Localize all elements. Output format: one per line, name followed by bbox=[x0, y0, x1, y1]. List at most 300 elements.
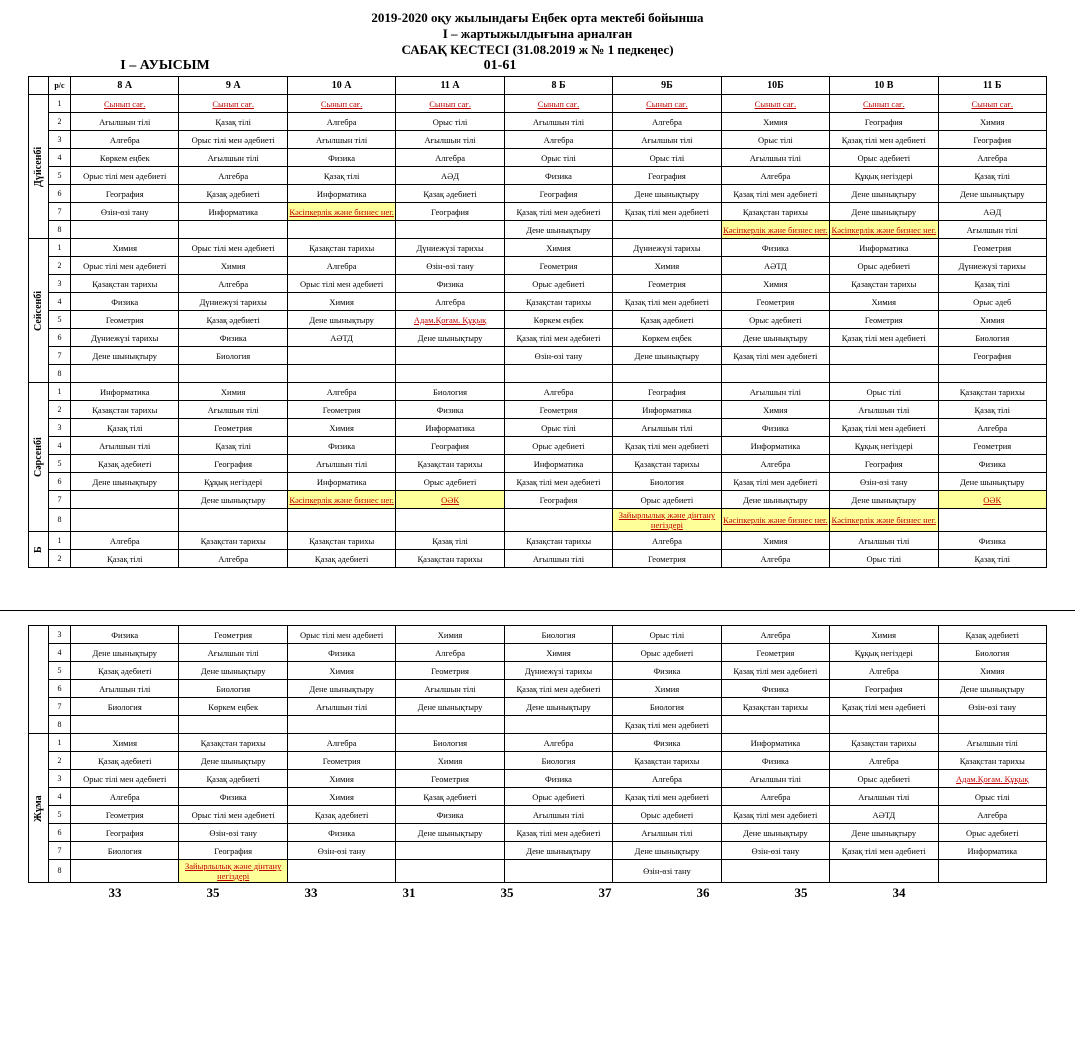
lesson-cell: Орыс әдебиеті bbox=[830, 149, 938, 167]
lesson-cell bbox=[830, 860, 938, 883]
lesson-cell: Физика bbox=[613, 662, 721, 680]
lesson-cell: Биология bbox=[613, 698, 721, 716]
lesson-cell: Көркем еңбек bbox=[179, 698, 287, 716]
lesson-cell: Биология bbox=[179, 347, 287, 365]
table-row bbox=[29, 257, 1047, 275]
lesson-cell: Химия bbox=[396, 752, 504, 770]
lesson-cell: Дене шынықтыру bbox=[396, 329, 504, 347]
lesson-cell: Алгебра bbox=[830, 662, 938, 680]
lesson-cell: Қазақ тілі bbox=[938, 167, 1046, 185]
lesson-cell: Физика bbox=[396, 401, 504, 419]
lesson-cell: Геометрия bbox=[396, 662, 504, 680]
lesson-cell: Қазақ тілі bbox=[71, 550, 179, 568]
lesson-cell: Қазақ әдебиеті bbox=[179, 770, 287, 788]
lesson-cell: Геометрия bbox=[287, 752, 395, 770]
lesson-cell bbox=[721, 716, 829, 734]
table-row bbox=[29, 626, 1047, 644]
lesson-cell: Ағылшын тілі bbox=[613, 419, 721, 437]
lesson-cell: Қазақ тілі мен әдебиеті bbox=[504, 473, 612, 491]
lesson-cell: Дене шынықтыру bbox=[830, 185, 938, 203]
total-10v: 35 bbox=[794, 885, 808, 900]
lesson-cell: Дене шынықтыру bbox=[830, 203, 938, 221]
lesson-cell: Химия bbox=[721, 275, 829, 293]
table-header-row bbox=[29, 77, 1047, 95]
lesson-cell: Алгебра bbox=[830, 752, 938, 770]
lesson-cell: География bbox=[938, 131, 1046, 149]
lesson-cell: Геометрия bbox=[71, 311, 179, 329]
lesson-number: 7 bbox=[48, 842, 70, 860]
lesson-cell: Өзін-өзі тану bbox=[830, 473, 938, 491]
lesson-cell: Алгебра bbox=[938, 149, 1046, 167]
lesson-cell bbox=[613, 365, 721, 383]
lesson-cell: Дене шынықтыру bbox=[613, 185, 721, 203]
lesson-cell: Дене шынықтыру bbox=[287, 311, 395, 329]
lesson-cell: Қазақ тілі мен әдебиеті bbox=[721, 347, 829, 365]
day-label: Жұма bbox=[29, 734, 49, 883]
lesson-cell: География bbox=[504, 491, 612, 509]
lesson-cell: Геометрия bbox=[830, 311, 938, 329]
lesson-cell bbox=[179, 509, 287, 532]
lesson-cell: АӘТД bbox=[721, 257, 829, 275]
lesson-cell: Ағылшын тілі bbox=[721, 770, 829, 788]
lesson-cell: Химия bbox=[504, 644, 612, 662]
table-row bbox=[29, 662, 1047, 680]
lesson-cell: Қазақстан тарихы bbox=[613, 752, 721, 770]
lesson-cell: Қазақ тілі bbox=[938, 275, 1046, 293]
lesson-cell: Геометрия bbox=[504, 257, 612, 275]
lesson-cell bbox=[830, 716, 938, 734]
lesson-number: 2 bbox=[48, 401, 70, 419]
lesson-cell: Орыс тілі bbox=[830, 550, 938, 568]
lesson-cell: Ағылшын тілі bbox=[179, 644, 287, 662]
document-code: 01-61 bbox=[483, 58, 517, 73]
lesson-cell: Физика bbox=[287, 149, 395, 167]
lesson-cell: Химия bbox=[287, 770, 395, 788]
lesson-cell: Ағылшын тілі bbox=[938, 221, 1046, 239]
total-8b: 35 bbox=[500, 885, 514, 900]
lesson-cell: Ағылшын тілі bbox=[179, 401, 287, 419]
table-row bbox=[29, 365, 1047, 383]
lesson-cell: Физика bbox=[938, 532, 1046, 550]
lesson-cell: Химия bbox=[613, 257, 721, 275]
lesson-cell: Геометрия bbox=[721, 293, 829, 311]
table-row bbox=[29, 644, 1047, 662]
day-label: Сейсенбі bbox=[29, 239, 49, 383]
lesson-cell: Ағылшын тілі bbox=[287, 455, 395, 473]
lesson-cell: Орыс тілі bbox=[613, 626, 721, 644]
day-label: Б bbox=[29, 532, 49, 568]
lesson-number: 2 bbox=[48, 752, 70, 770]
lesson-number: 3 bbox=[48, 419, 70, 437]
lesson-cell: Ағылшын тілі bbox=[71, 437, 179, 455]
lesson-number: 1 bbox=[48, 532, 70, 550]
lesson-cell: Қазақ әдебиеті bbox=[71, 662, 179, 680]
lesson-cell: Дене шынықтыру bbox=[938, 473, 1046, 491]
lesson-cell: Орыс тілі мен әдебиеті bbox=[179, 239, 287, 257]
lesson-cell: Геометрия bbox=[71, 806, 179, 824]
lesson-number: 3 bbox=[48, 626, 70, 644]
lesson-cell: Дене шынықтыру bbox=[613, 347, 721, 365]
lesson-cell: Информатика bbox=[721, 437, 829, 455]
lesson-cell: Өзін-өзі тану bbox=[721, 842, 829, 860]
lesson-cell: География bbox=[830, 113, 938, 131]
lesson-cell: Сынып сағ. bbox=[504, 95, 612, 113]
lesson-number: 7 bbox=[48, 491, 70, 509]
lesson-cell: Ағылшын тілі bbox=[287, 698, 395, 716]
lesson-cell: Геометрия bbox=[613, 275, 721, 293]
total-10a: 33 bbox=[304, 885, 318, 900]
lesson-cell: Қазақ тілі мен әдебиеті bbox=[721, 662, 829, 680]
lesson-cell: Алгебра bbox=[721, 167, 829, 185]
lesson-cell: Орыс әдебиеті bbox=[396, 473, 504, 491]
lesson-cell: Химия bbox=[938, 662, 1046, 680]
lesson-cell: Қазақ тілі мен әдебиеті bbox=[613, 293, 721, 311]
class-header-9a: 9 А bbox=[179, 77, 287, 95]
lesson-cell: Алгебра bbox=[504, 131, 612, 149]
lesson-cell: Биология bbox=[504, 752, 612, 770]
lesson-cell: Адам.Қоғам. Құқық bbox=[938, 770, 1046, 788]
lesson-cell: Қазақ әдебиеті bbox=[179, 185, 287, 203]
class-header-8b: 8 Б bbox=[504, 77, 612, 95]
lesson-cell: Биология bbox=[71, 698, 179, 716]
lesson-cell: АӘТД bbox=[830, 806, 938, 824]
lesson-cell: Қазақ тілі мен әдебиеті bbox=[830, 698, 938, 716]
lesson-cell: Биология bbox=[71, 842, 179, 860]
lesson-cell: Ағылшын тілі bbox=[613, 131, 721, 149]
lesson-cell bbox=[71, 491, 179, 509]
lesson-cell: Физика bbox=[179, 788, 287, 806]
lesson-cell: Дене шынықтыру bbox=[613, 842, 721, 860]
lesson-cell: Сынып сағ. bbox=[938, 95, 1046, 113]
lesson-cell: Қазақ тілі мен әдебиеті bbox=[613, 203, 721, 221]
day-label bbox=[29, 626, 49, 734]
table-row bbox=[29, 113, 1047, 131]
lesson-cell: Алгебра bbox=[721, 788, 829, 806]
lesson-number: 2 bbox=[48, 113, 70, 131]
lesson-cell: Өзін-өзі тану bbox=[504, 347, 612, 365]
lesson-cell: Орыс тілі bbox=[721, 131, 829, 149]
lesson-cell: Орыс тілі мен әдебиеті bbox=[71, 257, 179, 275]
lesson-cell: Дене шынықтыру bbox=[504, 698, 612, 716]
lesson-number: 1 bbox=[48, 383, 70, 401]
lesson-cell: Информатика bbox=[721, 734, 829, 752]
lesson-cell: Дене шынықтыру bbox=[396, 824, 504, 842]
lesson-cell: Алгебра bbox=[613, 113, 721, 131]
lesson-cell: Информатика bbox=[287, 185, 395, 203]
lesson-cell: Информатика bbox=[71, 383, 179, 401]
total-9a: 35 bbox=[206, 885, 220, 900]
lesson-cell: География bbox=[938, 347, 1046, 365]
lesson-cell: Қазақ тілі мен әдебиеті bbox=[721, 473, 829, 491]
lesson-cell: География bbox=[179, 455, 287, 473]
lesson-cell: Биология bbox=[396, 383, 504, 401]
lesson-cell: Физика bbox=[613, 734, 721, 752]
lesson-cell: Алгебра bbox=[938, 419, 1046, 437]
lesson-cell bbox=[287, 509, 395, 532]
lesson-cell: Ағылшын тілі bbox=[71, 680, 179, 698]
lesson-number: 6 bbox=[48, 824, 70, 842]
total-11a: 31 bbox=[402, 885, 416, 900]
lesson-cell: Қазақстан тарихы bbox=[938, 752, 1046, 770]
table-row bbox=[29, 734, 1047, 752]
lesson-cell: Физика bbox=[287, 437, 395, 455]
title-line-3: САБАҚ КЕСТЕСІ (31.08.2019 ж № 1 педкеңес) bbox=[401, 42, 674, 57]
lesson-cell: Қазақ тілі мен әдебиеті bbox=[504, 329, 612, 347]
lesson-cell: Дүниежүзі тарихы bbox=[179, 293, 287, 311]
day-label: Сәрсенбі bbox=[29, 383, 49, 532]
lesson-cell: Дене шынықтыру bbox=[830, 824, 938, 842]
lesson-cell: Орыс тілі мен әдебиеті bbox=[71, 167, 179, 185]
lesson-cell: Физика bbox=[504, 770, 612, 788]
lesson-cell bbox=[71, 509, 179, 532]
lesson-cell bbox=[396, 716, 504, 734]
table-row bbox=[29, 842, 1047, 860]
lesson-cell: Орыс әдебиеті bbox=[830, 770, 938, 788]
lesson-cell: Ағылшын тілі bbox=[287, 131, 395, 149]
document-title-block bbox=[0, 0, 1075, 58]
class-header-11b: 11 Б bbox=[938, 77, 1046, 95]
lesson-number: 5 bbox=[48, 662, 70, 680]
lesson-cell: АӘД bbox=[938, 203, 1046, 221]
table-row bbox=[29, 788, 1047, 806]
lesson-cell: Орыс тілі bbox=[396, 113, 504, 131]
lesson-number: 5 bbox=[48, 167, 70, 185]
table-row bbox=[29, 185, 1047, 203]
lesson-cell: АӘД bbox=[396, 167, 504, 185]
lesson-cell: Геометрия bbox=[613, 550, 721, 568]
lesson-cell bbox=[504, 716, 612, 734]
lesson-cell bbox=[830, 347, 938, 365]
lesson-cell: Химия bbox=[721, 401, 829, 419]
table-row bbox=[29, 806, 1047, 824]
lesson-cell: Ағылшын тілі bbox=[71, 113, 179, 131]
lesson-cell bbox=[71, 716, 179, 734]
lesson-cell: Физика bbox=[396, 806, 504, 824]
lesson-cell: Қазақстан тарихы bbox=[721, 203, 829, 221]
lesson-cell: Қазақстан тарихы bbox=[179, 734, 287, 752]
lesson-cell: Физика bbox=[287, 644, 395, 662]
lesson-number: 4 bbox=[48, 788, 70, 806]
lesson-number: 4 bbox=[48, 149, 70, 167]
lesson-cell: Көркем еңбек bbox=[71, 149, 179, 167]
lesson-cell: География bbox=[504, 185, 612, 203]
lesson-cell: Химия bbox=[938, 113, 1046, 131]
lesson-cell: Орыс тілі мен әдебиеті bbox=[287, 626, 395, 644]
lesson-cell: Дене шынықтыру bbox=[938, 680, 1046, 698]
shift-header-row bbox=[0, 58, 1075, 76]
table-row bbox=[29, 752, 1047, 770]
lesson-cell: Дене шынықтыру bbox=[287, 680, 395, 698]
lesson-cell bbox=[396, 221, 504, 239]
lesson-cell: Ағылшын тілі bbox=[396, 131, 504, 149]
table-row bbox=[29, 509, 1047, 532]
lesson-cell: География bbox=[613, 167, 721, 185]
table-row bbox=[29, 95, 1047, 113]
lesson-cell: Орыс тілі bbox=[830, 383, 938, 401]
lesson-cell bbox=[287, 221, 395, 239]
lesson-number: 1 bbox=[48, 239, 70, 257]
lesson-cell bbox=[287, 860, 395, 883]
lesson-cell: Орыс әдебиеті bbox=[613, 491, 721, 509]
lesson-cell bbox=[938, 716, 1046, 734]
lesson-cell: Қазақстан тарихы bbox=[504, 532, 612, 550]
lesson-cell: Химия bbox=[938, 311, 1046, 329]
lesson-cell: Кәсіпкерлік және бизнес нег. bbox=[830, 221, 938, 239]
lesson-cell: Сынып сағ. bbox=[396, 95, 504, 113]
lesson-cell: Информатика bbox=[504, 455, 612, 473]
lesson-cell: Сынып сағ. bbox=[71, 95, 179, 113]
lesson-cell bbox=[179, 365, 287, 383]
lesson-cell: Ағылшын тілі bbox=[721, 149, 829, 167]
lesson-cell: Химия bbox=[504, 239, 612, 257]
lesson-cell: Ағылшын тілі bbox=[721, 383, 829, 401]
lesson-cell bbox=[396, 365, 504, 383]
lesson-cell: Кәсіпкерлік және бизнес нег. bbox=[287, 491, 395, 509]
lesson-cell: Сынып сағ. bbox=[613, 95, 721, 113]
lesson-cell: Биология bbox=[938, 329, 1046, 347]
lesson-cell: География bbox=[396, 437, 504, 455]
lesson-cell: Физика bbox=[71, 293, 179, 311]
table-row bbox=[29, 221, 1047, 239]
lesson-cell: Химия bbox=[830, 293, 938, 311]
lesson-cell bbox=[287, 347, 395, 365]
lesson-cell: Физика bbox=[938, 455, 1046, 473]
table-row bbox=[29, 275, 1047, 293]
lesson-cell: Алгебра bbox=[721, 550, 829, 568]
lesson-cell: Қазақ тілі мен әдебиеті bbox=[830, 131, 938, 149]
lesson-cell: Қазақ тілі мен әдебиеті bbox=[721, 185, 829, 203]
lesson-cell: Дене шынықтыру bbox=[71, 473, 179, 491]
lesson-cell: Қазақстан тарихы bbox=[287, 532, 395, 550]
lesson-cell: Химия bbox=[830, 626, 938, 644]
lesson-number: 6 bbox=[48, 329, 70, 347]
table-row bbox=[29, 473, 1047, 491]
lesson-cell: АӘТД bbox=[287, 329, 395, 347]
lesson-number: 6 bbox=[48, 185, 70, 203]
lesson-number: 1 bbox=[48, 95, 70, 113]
title-line-1: 2019-2020 оқу жылындағы Еңбек орта мектебі бойынша bbox=[371, 10, 704, 25]
lesson-number: 5 bbox=[48, 311, 70, 329]
lesson-cell: Қазақ тілі bbox=[938, 550, 1046, 568]
lesson-cell bbox=[396, 860, 504, 883]
lesson-cell: Құқық негіздері bbox=[830, 644, 938, 662]
lesson-cell: Дүниежүзі тарихы bbox=[504, 662, 612, 680]
lesson-cell: Орыс әдебиеті bbox=[938, 824, 1046, 842]
lesson-cell: Геометрия bbox=[938, 437, 1046, 455]
lesson-number: 5 bbox=[48, 806, 70, 824]
lesson-cell: Биология bbox=[613, 473, 721, 491]
lesson-cell: Алгебра bbox=[71, 532, 179, 550]
table-row bbox=[29, 550, 1047, 568]
lesson-cell: Орыс әдебиеті bbox=[504, 437, 612, 455]
lesson-cell: Сынып сағ. bbox=[830, 95, 938, 113]
lesson-cell: География bbox=[179, 842, 287, 860]
lesson-cell: Қазақ тілі bbox=[396, 532, 504, 550]
total-10b: 36 bbox=[696, 885, 710, 900]
lesson-cell: Алгебра bbox=[396, 293, 504, 311]
lesson-cell: Қазақ тілі bbox=[938, 401, 1046, 419]
table-row bbox=[29, 167, 1047, 185]
lesson-cell: Информатика bbox=[613, 401, 721, 419]
table-row bbox=[29, 311, 1047, 329]
lesson-cell: Орыс тілі мен әдебиеті bbox=[71, 770, 179, 788]
lesson-cell: Адам.Қоғам. Құқық bbox=[396, 311, 504, 329]
lesson-cell: Орыс тілі мен әдебиеті bbox=[179, 131, 287, 149]
lesson-cell: Қазақ әдебиеті bbox=[287, 550, 395, 568]
lesson-number: 6 bbox=[48, 680, 70, 698]
lesson-cell: Көркем еңбек bbox=[613, 329, 721, 347]
lesson-cell: Алгебра bbox=[721, 626, 829, 644]
lesson-cell: Қазақстан тарихы bbox=[179, 532, 287, 550]
lesson-cell bbox=[287, 716, 395, 734]
lesson-cell: Химия bbox=[179, 383, 287, 401]
lesson-cell: Физика bbox=[287, 824, 395, 842]
lesson-number: 3 bbox=[48, 770, 70, 788]
lesson-cell: Химия bbox=[71, 239, 179, 257]
table-row bbox=[29, 491, 1047, 509]
lesson-cell bbox=[504, 860, 612, 883]
lesson-cell: Дене шынықтыру bbox=[504, 842, 612, 860]
class-header-10b: 10Б bbox=[721, 77, 829, 95]
lesson-cell bbox=[71, 860, 179, 883]
lesson-cell: Дене шынықтыру bbox=[179, 491, 287, 509]
lesson-cell: Өзін-өзі тану bbox=[287, 842, 395, 860]
table-row bbox=[29, 401, 1047, 419]
lesson-cell: Дене шынықтыру bbox=[396, 698, 504, 716]
lesson-cell: Қазақ тілі bbox=[71, 419, 179, 437]
lesson-cell: Орыс әдебиеті bbox=[504, 788, 612, 806]
lesson-cell: Дене шынықтыру bbox=[179, 752, 287, 770]
lesson-cell: География bbox=[71, 185, 179, 203]
lesson-cell bbox=[179, 221, 287, 239]
lesson-cell: Физика bbox=[396, 275, 504, 293]
lesson-cell: Орыс әдебиеті bbox=[504, 275, 612, 293]
table-row bbox=[29, 347, 1047, 365]
lesson-cell: Қазақстан тарихы bbox=[830, 734, 938, 752]
class-header-11a: 11 А bbox=[396, 77, 504, 95]
lesson-cell: Алгебра bbox=[287, 383, 395, 401]
lesson-cell: Орыс тілі bbox=[504, 149, 612, 167]
class-header-10a: 10 А bbox=[287, 77, 395, 95]
table-row bbox=[29, 293, 1047, 311]
lesson-cell: Химия bbox=[287, 293, 395, 311]
lesson-cell: Қазақ тілі мен әдебиеті bbox=[504, 824, 612, 842]
title-line-2: I – жартыжылдығына арналған bbox=[442, 26, 633, 41]
lesson-cell: Информатика bbox=[396, 419, 504, 437]
lesson-cell: Қазақстан тарихы bbox=[938, 383, 1046, 401]
lesson-cell: Қазақ әдебиеті bbox=[71, 455, 179, 473]
lesson-cell bbox=[938, 365, 1046, 383]
lesson-cell: Ағылшын тілі bbox=[830, 532, 938, 550]
lesson-cell: Физика bbox=[721, 419, 829, 437]
lesson-cell: Дене шынықтыру bbox=[721, 491, 829, 509]
lesson-cell: Орыс тілі bbox=[613, 149, 721, 167]
lesson-cell: Қазақ тілі мен әдебиеті bbox=[830, 329, 938, 347]
lesson-cell: Информатика bbox=[287, 473, 395, 491]
table-row bbox=[29, 680, 1047, 698]
lesson-cell: Алгебра bbox=[504, 734, 612, 752]
lesson-cell: Зайырлылық және дінтану негіздері bbox=[613, 509, 721, 532]
lesson-cell: Дене шынықтыру bbox=[721, 824, 829, 842]
lesson-cell: Қазақ тілі bbox=[287, 167, 395, 185]
lesson-cell: Қазақ әдебиеті bbox=[179, 311, 287, 329]
lesson-cell: Химия bbox=[287, 662, 395, 680]
lesson-cell: Физика bbox=[721, 239, 829, 257]
lesson-cell: Орыс тілі мен әдебиеті bbox=[179, 806, 287, 824]
total-11b: 34 bbox=[892, 885, 906, 900]
lesson-cell: Ағылшын тілі bbox=[179, 149, 287, 167]
lesson-cell bbox=[287, 365, 395, 383]
